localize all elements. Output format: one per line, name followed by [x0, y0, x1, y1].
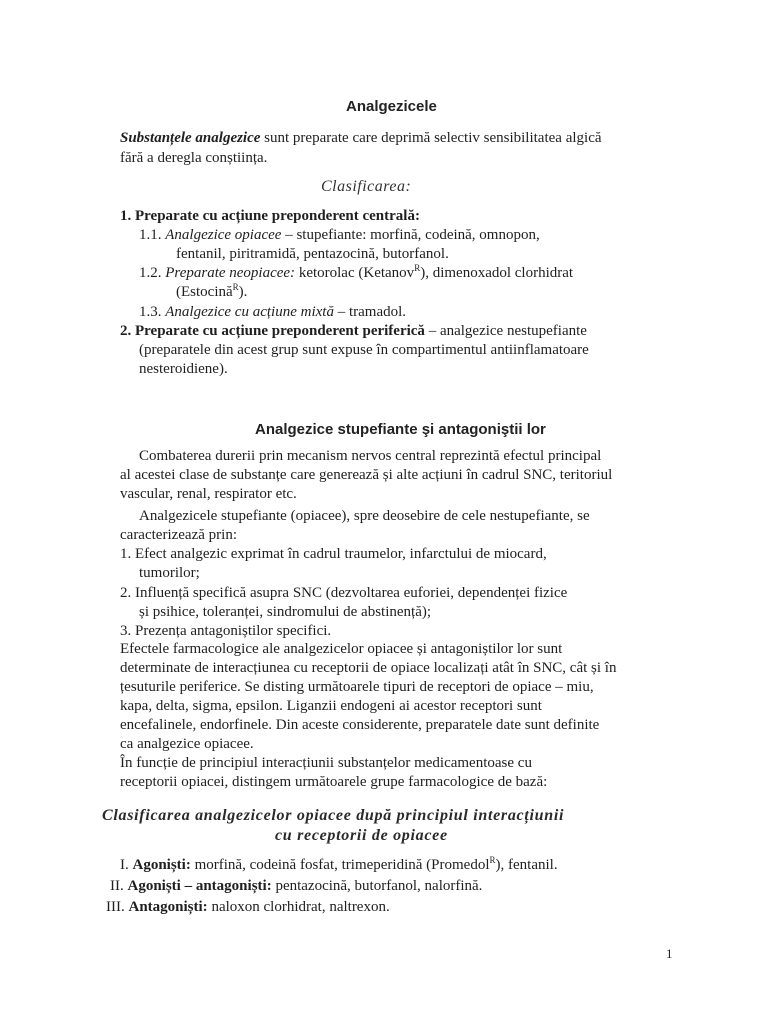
para1-line-3: vascular, renal, respirator etc.	[120, 486, 297, 502]
para2-line-2: caracterizează prin:	[120, 527, 237, 543]
para1-line-1: Combaterea durerii prin mecanism nervos central reprezintă efectul principal	[139, 448, 602, 464]
subitem-text: – tramadol.	[337, 304, 407, 320]
list-item-1: 1. Efect analgezic exprimat în cadrul traumelor, infarctului de miocard,	[120, 546, 547, 562]
class-item-1: 1. Preparate cu acțiune preponderent centrală:	[120, 208, 420, 224]
subitem-text: – stupefiante: morfină, codeină, omnopon,	[285, 227, 540, 243]
group-text: morfină, codeină fosfat, trimeperidină (Promedol	[194, 857, 490, 873]
para2-line-1: Analgezicele stupefiante (opiacee), spre deosebire de cele nestupefiante, se	[139, 508, 590, 524]
class-subitem-1-2	[139, 264, 573, 283]
page-number: 1	[666, 946, 673, 961]
group-number: III.	[106, 899, 125, 915]
subitem-number: 1.3.	[139, 304, 162, 320]
list-item-2-cont: și psihice, toleranței, sindromului de abstinență);	[139, 604, 432, 620]
subitem-text: ).	[238, 284, 248, 300]
section-title-analgezicele: Analgezicele	[346, 98, 437, 115]
item-text: – analgezice nestupefiante	[428, 323, 587, 339]
subitem-text: (Estocină	[176, 284, 233, 300]
subitem-text: ketorolac (Ketanov	[298, 265, 415, 281]
para3-line-3: țesuturile periferice. Se disting următoarele tipuri de receptori de opiace – miu,	[120, 679, 594, 695]
subitem-text: ), dimenoxadol clorhidrat	[420, 265, 574, 281]
subitem-term: Preparate neopiacee:	[165, 265, 296, 281]
group-text: ), fentanil.	[495, 857, 558, 873]
group-label: Agoniști:	[132, 857, 191, 873]
para1-line-2: al acestei clase de substanțe care generează și alte acțiuni în cadrul SNC, teritoriul	[120, 467, 613, 483]
group-number: I.	[120, 857, 129, 873]
list-item-1-cont: tumorilor;	[139, 565, 200, 581]
registered-mark: R	[489, 855, 496, 865]
class-item-2-cont-1: (preparatele din acest grup sunt expuse în compartimentul antiinflamatoare	[139, 342, 589, 358]
para4-line-2: receptorii opiacei, distingem următoarele grupe farmacologice de bază:	[120, 774, 548, 790]
intro-line-2: fără a deregla conștiința.	[120, 150, 268, 166]
para3-line-2: determinate de interacțiunea cu receptorii de opiace localizați atât în SNC, cât și în	[120, 660, 617, 676]
group-label: Agoniști – antagoniști:	[127, 878, 272, 894]
agonist-group-ii	[110, 877, 482, 896]
intro-line-1	[120, 129, 602, 148]
para3-line-1: Efectele farmacologice ale analgezicelor opiacee și antagoniștilor lor sunt	[120, 641, 563, 657]
classification-title-line-2: cu receptorii de opiacee	[275, 827, 448, 844]
subitem-term: Analgezice opiacee	[165, 227, 282, 243]
group-number: II.	[110, 878, 124, 894]
subitem-number: 1.1.	[139, 227, 162, 243]
class-subitem-1-3	[139, 303, 406, 322]
section-title-stupefiante: Analgezice stupefiante şi antagoniştii lor	[255, 421, 546, 438]
list-item-2: 2. Influență specifică asupra SNC (dezvoltarea euforiei, dependenței fizice	[120, 585, 568, 601]
classification-title-line-1: Clasificarea analgezicelor opiacee după principiul interacțiunii	[102, 807, 565, 824]
item-label: 2. Preparate cu acțiune preponderent periferică	[120, 323, 425, 339]
agonist-group-i	[120, 856, 558, 875]
group-text: pentazocină, butorfanol, nalorfină.	[275, 878, 483, 894]
para3-line-4: kapa, delta, sigma, epsilon. Liganzii endogeni ai acestor receptori sunt	[120, 698, 542, 714]
class-subitem-1-1	[139, 226, 540, 245]
class-subitem-1-1-cont: fentanil, piritramidă, pentazocină, butorfanol.	[176, 246, 449, 262]
para4-line-1: În funcție de principiul interacțiunii substanțelor medicamentoase cu	[120, 755, 532, 771]
class-subitem-1-2-cont	[176, 283, 247, 302]
para3-line-5: encefalinele, endorfinele. Din aceste considerente, preparatele date sunt definite	[120, 717, 600, 733]
registered-mark: R	[414, 263, 421, 273]
subitem-number: 1.2.	[139, 265, 162, 281]
registered-mark: R	[232, 282, 239, 292]
para3-line-6: ca analgezice opiacee.	[120, 736, 254, 752]
intro-text: sunt preparate care deprimă selectiv sensibilitatea algică	[264, 130, 602, 146]
classification-heading: Clasificarea:	[321, 178, 412, 195]
subitem-term: Analgezice cu acțiune mixtă	[165, 304, 334, 320]
class-item-2	[120, 322, 587, 341]
group-text: naloxon clorhidrat, naltrexon.	[211, 899, 390, 915]
intro-term: Substanțele analgezice	[120, 130, 261, 146]
class-item-2-cont-2: nesteroidiene).	[139, 361, 228, 377]
list-item-3: 3. Prezența antagoniștilor specifici.	[120, 623, 332, 639]
agonist-group-iii	[106, 898, 390, 917]
group-label: Antagoniști:	[128, 899, 208, 915]
